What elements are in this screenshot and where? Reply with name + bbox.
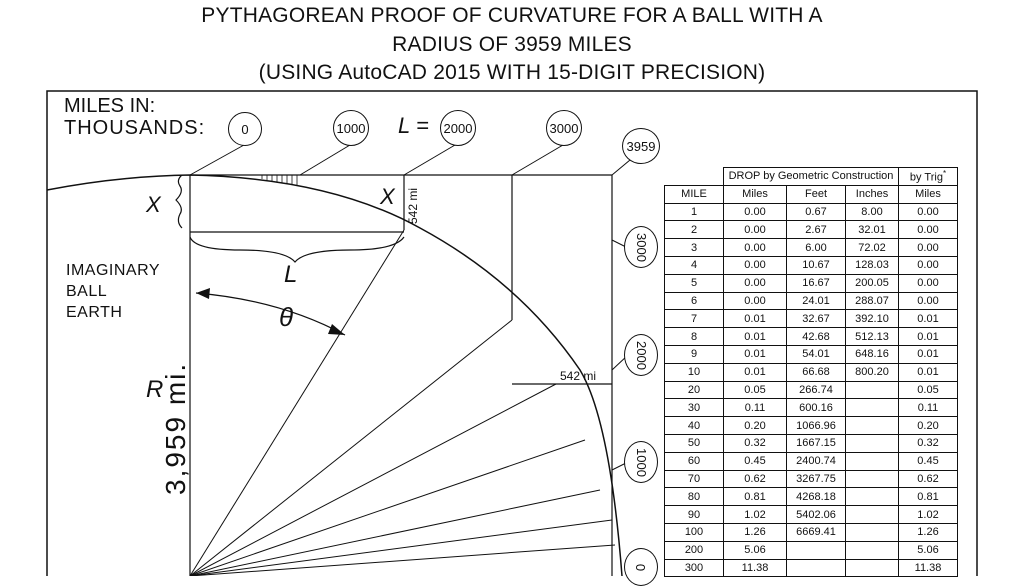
table-cell: 0.81 bbox=[724, 488, 787, 506]
side-marker-1000: 1000 bbox=[624, 441, 658, 483]
table-cell: 3267.75 bbox=[787, 470, 846, 488]
marker-3959: 3959 bbox=[622, 128, 660, 164]
table-cell: 0.00 bbox=[899, 292, 958, 310]
table-cell: 60 bbox=[665, 452, 724, 470]
table-cell: 0.01 bbox=[724, 363, 787, 381]
radial-line-4 bbox=[190, 440, 585, 576]
table-cell: 0.01 bbox=[724, 310, 787, 328]
table-cell: 24.01 bbox=[787, 292, 846, 310]
table-cell bbox=[846, 452, 899, 470]
x-brace bbox=[176, 175, 182, 228]
marker-0: 0 bbox=[228, 112, 262, 146]
l-brace bbox=[190, 237, 404, 262]
table-row bbox=[665, 488, 958, 506]
table-row bbox=[665, 559, 958, 577]
table-row bbox=[665, 256, 958, 274]
table-row bbox=[665, 506, 958, 524]
x-label-right: X bbox=[380, 184, 395, 209]
r-label: R bbox=[146, 376, 164, 403]
table-cell: 0.00 bbox=[724, 274, 787, 292]
table-cell: 0.01 bbox=[899, 328, 958, 346]
radius-label: 3,959 mi. bbox=[160, 361, 191, 495]
table-cell: 6.00 bbox=[787, 239, 846, 257]
marker-3000: 3000 bbox=[546, 110, 582, 146]
miles-in-label: MILES IN: bbox=[64, 95, 156, 117]
table-cell: 0.00 bbox=[724, 292, 787, 310]
table-cell: 0.00 bbox=[899, 203, 958, 221]
table-row bbox=[665, 399, 958, 417]
table-cell: 2 bbox=[665, 221, 724, 239]
table-cell bbox=[846, 470, 899, 488]
drop-label-vertical: 542 mi bbox=[406, 187, 420, 224]
col-header-inches: Inches bbox=[846, 185, 899, 203]
table-cell: 0.20 bbox=[724, 417, 787, 435]
table-cell: 8 bbox=[665, 328, 724, 346]
col-header-trig-miles: Miles bbox=[899, 185, 958, 203]
radial-line-6 bbox=[190, 520, 612, 576]
table-row bbox=[665, 541, 958, 559]
table-cell: 0.01 bbox=[724, 345, 787, 363]
col-header-feet: Feet bbox=[787, 185, 846, 203]
col-header-mile: MILE bbox=[665, 185, 724, 203]
table-body bbox=[665, 203, 958, 577]
table-cell: 0.11 bbox=[724, 399, 787, 417]
table-cell bbox=[846, 417, 899, 435]
table-cell bbox=[846, 506, 899, 524]
table-cell: 0.32 bbox=[899, 434, 958, 452]
table-cell: 11.38 bbox=[724, 559, 787, 577]
table-cell: 0.00 bbox=[724, 239, 787, 257]
group-header-trig: by Trig* bbox=[899, 168, 958, 186]
table-row bbox=[665, 292, 958, 310]
table-column-header-row bbox=[665, 185, 958, 203]
group-header-geometric: DROP by Geometric Construction bbox=[724, 168, 899, 186]
table-cell: 0.00 bbox=[899, 256, 958, 274]
table-group-header-row bbox=[665, 168, 958, 186]
table-cell: 1.26 bbox=[724, 523, 787, 541]
table-cell: 80 bbox=[665, 488, 724, 506]
table-row bbox=[665, 221, 958, 239]
table-cell: 0.32 bbox=[724, 434, 787, 452]
table-cell: 800.20 bbox=[846, 363, 899, 381]
table-cell: 0.00 bbox=[724, 256, 787, 274]
table-cell: 128.03 bbox=[846, 256, 899, 274]
table-cell: 32.01 bbox=[846, 221, 899, 239]
table-row bbox=[665, 328, 958, 346]
table-cell: 5 bbox=[665, 274, 724, 292]
table-cell: 600.16 bbox=[787, 399, 846, 417]
table-cell: 0.01 bbox=[899, 363, 958, 381]
table-cell: 11.38 bbox=[899, 559, 958, 577]
table-cell: 0.45 bbox=[724, 452, 787, 470]
radial-line-2 bbox=[190, 320, 512, 576]
table-row bbox=[665, 523, 958, 541]
table-cell: 9 bbox=[665, 345, 724, 363]
table-row bbox=[665, 239, 958, 257]
table-cell: 2.67 bbox=[787, 221, 846, 239]
table-cell: 20 bbox=[665, 381, 724, 399]
table-cell: 5.06 bbox=[724, 541, 787, 559]
table-row bbox=[665, 470, 958, 488]
table-row bbox=[665, 345, 958, 363]
table-cell: 1066.96 bbox=[787, 417, 846, 435]
title-line-1: PYTHAGOREAN PROOF OF CURVATURE FOR A BALL WITH A bbox=[201, 4, 823, 27]
table-cell: 0.01 bbox=[899, 345, 958, 363]
theta-arrow-left bbox=[196, 288, 210, 299]
marker-1000: 1000 bbox=[333, 110, 369, 146]
table-cell: 50 bbox=[665, 434, 724, 452]
table-cell: 266.74 bbox=[787, 381, 846, 399]
table-cell: 100 bbox=[665, 523, 724, 541]
table-cell bbox=[846, 523, 899, 541]
l-equals-label: L = bbox=[398, 113, 429, 138]
table-cell bbox=[787, 559, 846, 577]
table-cell: 392.10 bbox=[846, 310, 899, 328]
table-cell: 512.13 bbox=[846, 328, 899, 346]
drop-label-horizontal: 542 mi bbox=[560, 369, 597, 383]
table-cell bbox=[846, 559, 899, 577]
side-marker-0: 0 bbox=[624, 548, 658, 586]
table-cell: 70 bbox=[665, 470, 724, 488]
table-cell: 3 bbox=[665, 239, 724, 257]
table-cell bbox=[846, 399, 899, 417]
radial-line-7 bbox=[190, 545, 615, 576]
x-label-left: X bbox=[146, 192, 161, 217]
imaginary-label: IMAGINARY bbox=[66, 262, 160, 279]
table-cell: 10.67 bbox=[787, 256, 846, 274]
table-cell: 72.02 bbox=[846, 239, 899, 257]
table-cell: 54.01 bbox=[787, 345, 846, 363]
table-cell: 1.26 bbox=[899, 523, 958, 541]
earth-label: EARTH bbox=[66, 304, 123, 321]
radial-line-3 bbox=[190, 384, 556, 576]
earth-arc bbox=[47, 175, 622, 576]
table-cell: 2400.74 bbox=[787, 452, 846, 470]
table-row bbox=[665, 417, 958, 435]
thousands-label: THOUSANDS: bbox=[64, 117, 206, 139]
table-row bbox=[665, 363, 958, 381]
table-cell bbox=[846, 488, 899, 506]
table-cell bbox=[846, 381, 899, 399]
table-cell: 0.01 bbox=[899, 310, 958, 328]
table-cell: 0.00 bbox=[724, 203, 787, 221]
table-cell bbox=[846, 434, 899, 452]
table-cell: 6 bbox=[665, 292, 724, 310]
table-row bbox=[665, 274, 958, 292]
table-cell: 0.62 bbox=[899, 470, 958, 488]
title-line-3: (USING AutoCAD 2015 WITH 15-DIGIT PRECISION) bbox=[258, 61, 766, 84]
table-cell: 0.00 bbox=[724, 221, 787, 239]
table-cell: 0.05 bbox=[899, 381, 958, 399]
table-cell: 16.67 bbox=[787, 274, 846, 292]
table-row bbox=[665, 452, 958, 470]
table-cell: 288.07 bbox=[846, 292, 899, 310]
table-cell: 1 bbox=[665, 203, 724, 221]
table-cell: 648.16 bbox=[846, 345, 899, 363]
table-row bbox=[665, 310, 958, 328]
table-cell: 4 bbox=[665, 256, 724, 274]
col-header-miles: Miles bbox=[724, 185, 787, 203]
table-cell: 40 bbox=[665, 417, 724, 435]
ball-label: BALL bbox=[66, 283, 108, 300]
table-cell: 1667.15 bbox=[787, 434, 846, 452]
table-cell: 0.62 bbox=[724, 470, 787, 488]
title-line-2: RADIUS OF 3959 MILES bbox=[392, 33, 632, 56]
l-label: L bbox=[284, 261, 298, 288]
side-marker-2000: 2000 bbox=[624, 334, 658, 376]
table-cell: 8.00 bbox=[846, 203, 899, 221]
radial-line-5 bbox=[190, 490, 600, 576]
table-cell: 10 bbox=[665, 363, 724, 381]
table-cell: 90 bbox=[665, 506, 724, 524]
table-row bbox=[665, 434, 958, 452]
table-cell: 32.67 bbox=[787, 310, 846, 328]
table-cell: 0.00 bbox=[899, 221, 958, 239]
table-cell: 0.20 bbox=[899, 417, 958, 435]
side-marker-3000: 3000 bbox=[624, 226, 658, 268]
table-cell: 30 bbox=[665, 399, 724, 417]
table-cell: 0.67 bbox=[787, 203, 846, 221]
table-cell: 200 bbox=[665, 541, 724, 559]
table-row bbox=[665, 381, 958, 399]
table-cell: 5.06 bbox=[899, 541, 958, 559]
table-cell: 0.11 bbox=[899, 399, 958, 417]
theta-label: θ bbox=[279, 302, 294, 332]
marker-2000: 2000 bbox=[440, 110, 476, 146]
table-row bbox=[665, 203, 958, 221]
drop-table bbox=[664, 167, 958, 577]
table-cell: 66.68 bbox=[787, 363, 846, 381]
table-cell: 5402.06 bbox=[787, 506, 846, 524]
table-cell: 0.00 bbox=[899, 274, 958, 292]
table-cell: 1.02 bbox=[899, 506, 958, 524]
theta-arc bbox=[196, 293, 345, 335]
table-cell: 4268.18 bbox=[787, 488, 846, 506]
table-cell: 0.81 bbox=[899, 488, 958, 506]
table-cell: 300 bbox=[665, 559, 724, 577]
table-cell: 42.68 bbox=[787, 328, 846, 346]
table-cell: 0.45 bbox=[899, 452, 958, 470]
table-cell: 1.02 bbox=[724, 506, 787, 524]
table-cell: 0.00 bbox=[899, 239, 958, 257]
table-cell: 6669.41 bbox=[787, 523, 846, 541]
table-cell: 7 bbox=[665, 310, 724, 328]
table-cell: 0.01 bbox=[724, 328, 787, 346]
table-cell: 0.05 bbox=[724, 381, 787, 399]
table-cell bbox=[787, 541, 846, 559]
table-cell: 200.05 bbox=[846, 274, 899, 292]
table-cell bbox=[846, 541, 899, 559]
